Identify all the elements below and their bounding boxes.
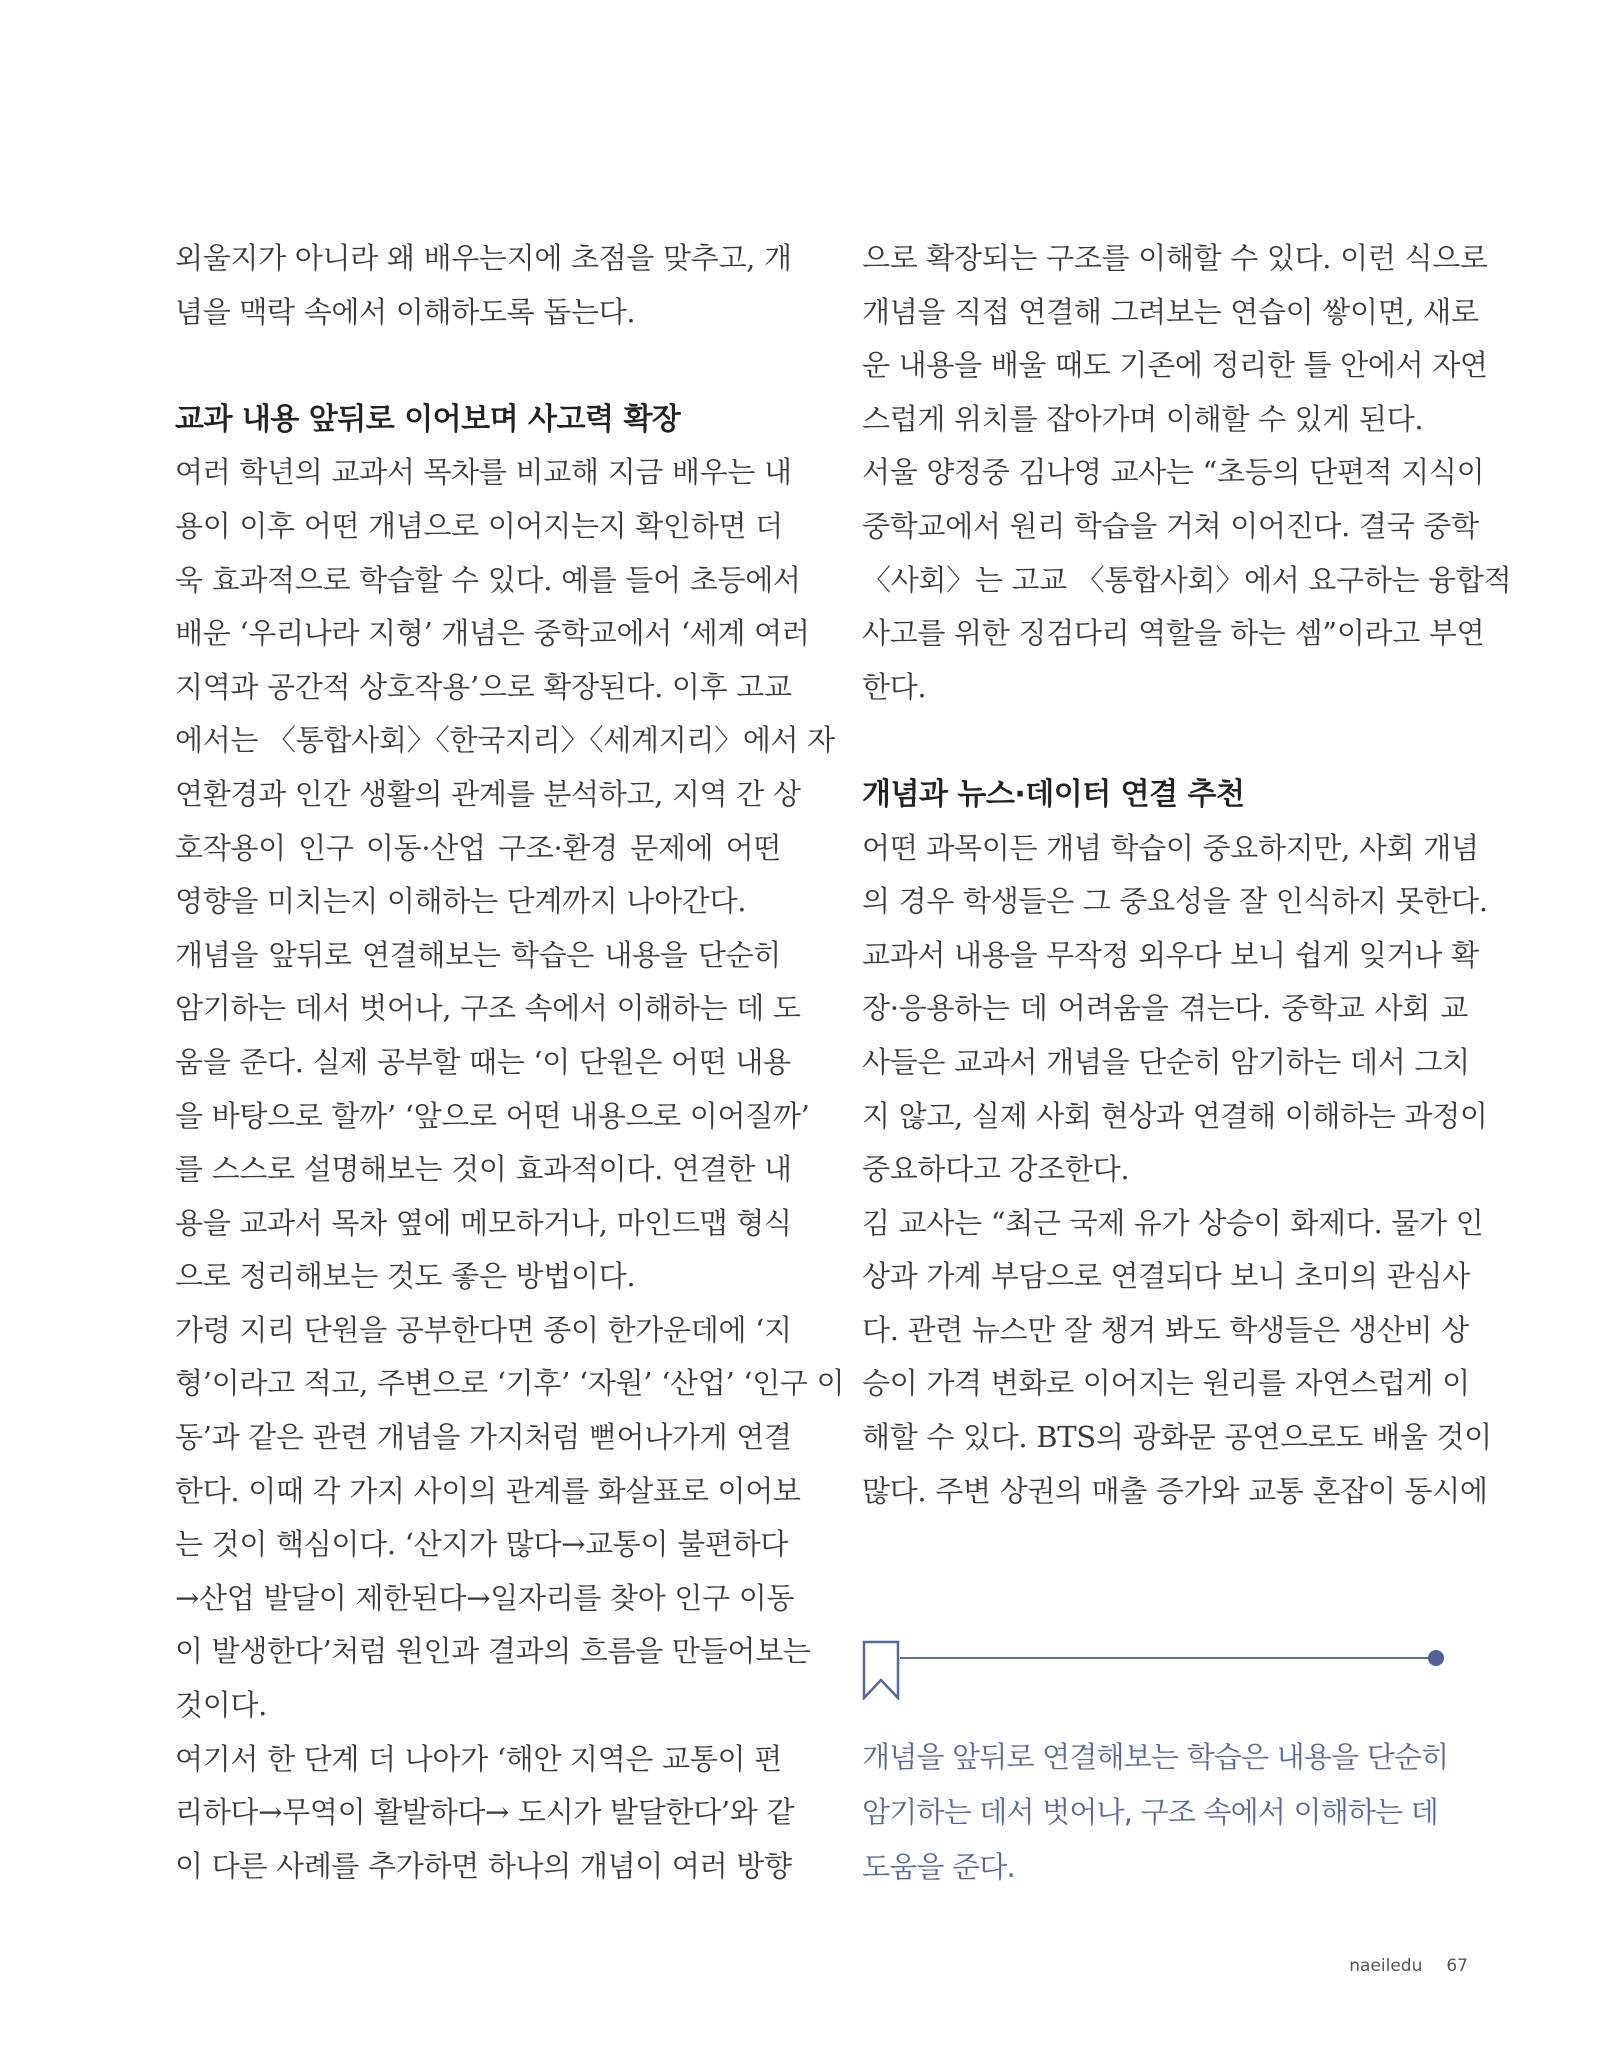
text-line: 이 발생한다’처럼 원인과 결과의 흐름을 만들어보는 (175, 1634, 811, 1669)
intro-paragraph (175, 232, 792, 339)
text-line: 움을 준다. 실제 공부할 때는 ‘이 단원은 어떤 내용 (175, 1044, 791, 1079)
text-line: 승이 가격 변화로 이어지는 원리를 자연스럽게 이 (862, 1366, 1470, 1401)
section-heading: 교과 내용 앞뒤로 이어보며 사고력 확장 (175, 401, 681, 437)
text-line: 지역과 공간적 상호작용’으로 확장된다. 이후 고교 (175, 669, 792, 704)
text-line: 서울 양정중 김나영 교사는 “초등의 단편적 지식이 (862, 455, 1485, 490)
text-line: 동’과 같은 관련 개념을 가지처럼 뻗어나가게 연결 (175, 1420, 792, 1455)
text-line: 을 바탕으로 할까’ ‘앞으로 어떤 내용으로 이어질까’ (175, 1098, 810, 1133)
text-line: 〈사회〉는 고교 〈통합사회〉에서 요구하는 융합적 (862, 562, 1512, 597)
text-line: 것이다. (175, 1688, 268, 1723)
quote-divider-dot (1428, 1650, 1444, 1666)
publication-name: naeiledu (1349, 1956, 1423, 1976)
body-paragraph (862, 446, 1512, 714)
text-line: 많다. 주변 상권의 매출 증가와 교통 혼잡이 동시에 (862, 1473, 1488, 1508)
bookmark-icon (862, 1640, 900, 1700)
text-line: 여러 학년의 교과서 목차를 비교해 지금 배우는 내 (175, 455, 792, 490)
text-line: 용이 이후 어떤 개념으로 이어지는지 확인하면 더 (175, 508, 783, 543)
text-line: 외울지가 아니라 왜 배우는지에 초점을 맞추고, 개 (175, 241, 792, 275)
text-line: 에서는 〈통합사회〉〈한국지리〉〈세계지리〉에서 자 (175, 723, 835, 758)
text-line: 김 교사는 “최근 국제 유가 상승이 화제다. 물가 인 (862, 1205, 1484, 1240)
page-number: 67 (1446, 1956, 1468, 1976)
pull-quote-text (862, 1730, 1472, 1895)
text-line: 형’이라고 적고, 주변으로 ‘기후’ ‘자원’ ‘산업’ ‘인구 이 (175, 1366, 845, 1401)
body-paragraph (175, 1304, 845, 1733)
text-line: 여기서 한 단계 더 나아가 ‘해안 지역은 교통이 편 (175, 1741, 782, 1776)
text-line: 리하다→무역이 활발하다→ 도시가 발달한다’와 같 (175, 1795, 795, 1830)
body-paragraph (862, 822, 1488, 1197)
text-line: 용을 교과서 목차 옆에 메모하거나, 마인드맵 형식 (175, 1205, 792, 1240)
pull-quote (862, 1640, 1472, 1884)
quote-line: 개념을 앞뒤로 연결해보는 학습은 내용을 단순히 (862, 1740, 1449, 1774)
text-line: 배운 ‘우리나라 지형’ 개념은 중학교에서 ‘세계 여러 (175, 616, 810, 651)
text-line: 는 것이 핵심이다. ‘산지가 많다→교통이 불편하다 (175, 1527, 788, 1562)
text-line: 교과서 내용을 무작정 외우다 보니 쉽게 잊거나 확 (862, 937, 1479, 972)
left-column (175, 232, 845, 1893)
text-line: 암기하는 데서 벗어나, 구조 속에서 이해하는 데 도 (175, 991, 801, 1026)
body-paragraph (175, 446, 835, 928)
text-line: 개념을 앞뒤로 연결해보는 학습은 내용을 단순히 (175, 937, 781, 972)
text-line: 가령 지리 단원을 공부한다면 종이 한가운데에 ‘지 (175, 1312, 792, 1347)
body-paragraph (862, 232, 1488, 446)
text-line: 상과 가계 부담으로 연결되다 보니 초미의 관심사 (862, 1259, 1470, 1294)
quote-divider (900, 1657, 1432, 1659)
right-column (862, 232, 1512, 1518)
quote-line: 암기하는 데서 벗어나, 구조 속에서 이해하는 데 (862, 1795, 1438, 1829)
text-line: 를 스스로 설명해보는 것이 효과적이다. 연결한 내 (175, 1152, 792, 1187)
text-line: 사들은 교과서 개념을 단순히 암기하는 데서 그치 (862, 1044, 1470, 1079)
text-line: →산업 발달이 제한된다→일자리를 찾아 인구 이동 (175, 1580, 795, 1615)
body-paragraph (862, 1197, 1492, 1519)
body-paragraph (175, 929, 810, 1304)
text-line: 운 내용을 배울 때도 기존에 정리한 틀 안에서 자연 (862, 348, 1488, 383)
text-line: 어떤 과목이든 개념 학습이 중요하지만, 사회 개념 (862, 830, 1479, 865)
text-line: 호작용이 인구 이동·산업 구조·환경 문제에 어떤 (175, 830, 781, 865)
body-paragraph (175, 1733, 795, 1894)
text-line: 으로 확장되는 구조를 이해할 수 있다. 이런 식으로 (862, 241, 1488, 275)
text-line: 지 않고, 실제 사회 현상과 연결해 이해하는 과정이 (862, 1098, 1488, 1133)
text-line: 연환경과 인간 생활의 관계를 분석하고, 지역 간 상 (175, 776, 801, 811)
text-line: 한다. (862, 669, 927, 704)
text-line: 욱 효과적으로 학습할 수 있다. 예를 들어 초등에서 (175, 562, 801, 597)
text-line: 의 경우 학생들은 그 중요성을 잘 인식하지 못한다. (862, 884, 1488, 919)
text-line: 사고를 위한 징검다리 역할을 하는 셈”이라고 부연 (862, 616, 1485, 651)
text-line: 개념을 직접 연결해 그려보는 연습이 쌓이면, 새로 (862, 294, 1479, 329)
section-heading: 개념과 뉴스·데이터 연결 추천 (862, 776, 1245, 812)
text-line: 스럽게 위치를 잡아가며 이해할 수 있게 된다. (862, 401, 1424, 436)
text-line: 한다. 이때 각 가지 사이의 관계를 화살표로 이어보 (175, 1473, 801, 1508)
page-footer (1325, 1956, 1468, 1976)
text-line: 영향을 미치는지 이해하는 단계까지 나아간다. (175, 884, 747, 919)
text-line: 념을 맥락 속에서 이해하도록 돕는다. (175, 294, 636, 329)
quote-line: 도움을 준다. (862, 1850, 1015, 1884)
text-line: 이 다른 사례를 추가하면 하나의 개념이 여러 방향 (175, 1848, 792, 1883)
text-line: 중요하다고 강조한다. (862, 1152, 1130, 1187)
text-line: 으로 정리해보는 것도 좋은 방법이다. (175, 1259, 636, 1294)
text-line: 해할 수 있다. BTS의 광화문 공연으로도 배울 것이 (862, 1420, 1492, 1455)
text-line: 다. 관련 뉴스만 잘 챙겨 봐도 학생들은 생산비 상 (862, 1312, 1469, 1347)
text-line: 장·응용하는 데 어려움을 겪는다. 중학교 사회 교 (862, 991, 1468, 1026)
text-line: 중학교에서 원리 학습을 거쳐 이어진다. 결국 중학 (862, 508, 1479, 543)
